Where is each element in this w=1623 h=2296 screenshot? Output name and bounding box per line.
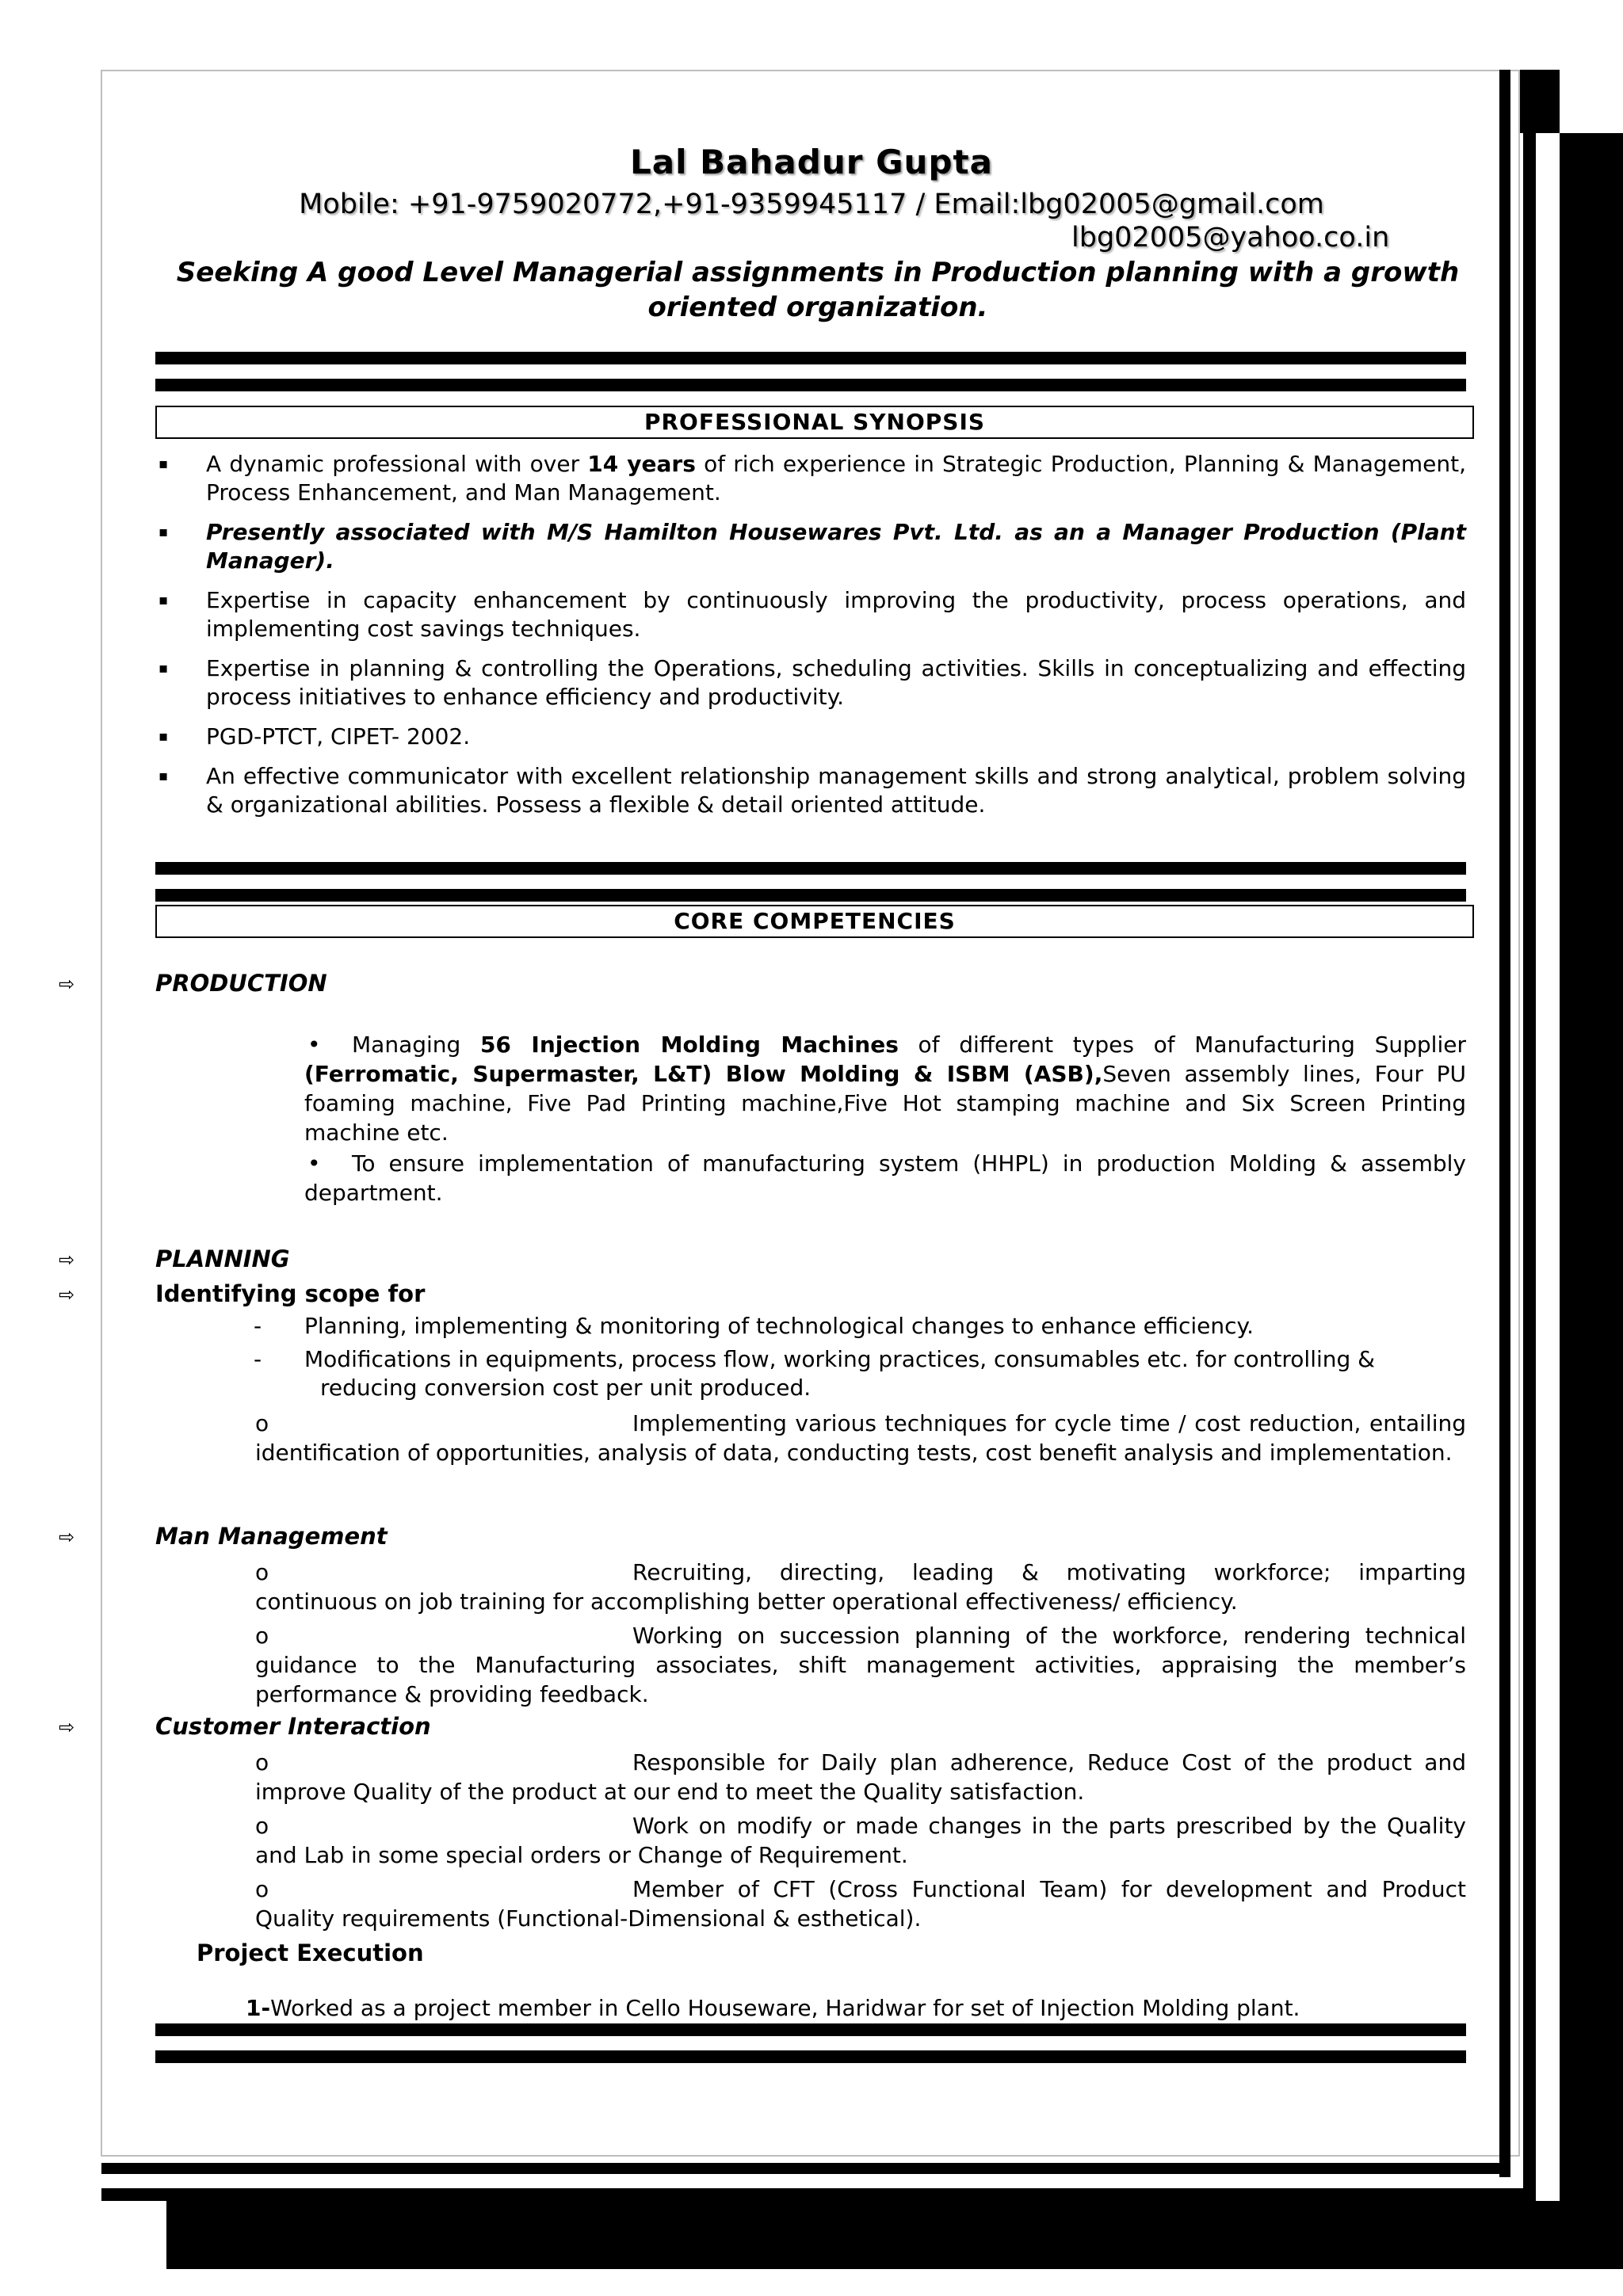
list-item: o Implementing various techniques for cycle time / cost reduction, entailing identification of opportunities, analysis of data, conducting tests, cost benefit analysis and implementation.: [255, 1410, 1466, 1466]
page-shadow-top: [1515, 70, 1560, 133]
frame-bar-right-outer: [1523, 70, 1536, 2201]
career-objective: Seeking A good Level Managerial assignments in Production planning with a growth oriented organization.: [176, 257, 1460, 323]
list-item: o Work on modify or made changes in the parts prescribed by the Quality and Lab in some special orders or Change of Requirement.: [255, 1813, 1466, 1868]
divider-rule: [155, 2023, 1466, 2036]
bullet-icon: •: [307, 1150, 321, 1177]
candidate-name: Lal Bahadur Gupta: [630, 143, 993, 181]
list-item: ▪ An effective communicator with excellent relationship management skills and strong analytical, problem solving & organizational abilities. Possess a flexible & detail oriented attitude.: [158, 763, 1466, 818]
project-line: 1-Worked as a project member in Cello Houseware, Haridwar for set of Injection Molding plant.: [246, 1995, 1300, 2021]
planning-dash-list: [254, 1312, 1466, 1407]
arrow-right-icon: ⇨: [59, 1249, 75, 1271]
circle-bullet-icon: o: [255, 1410, 269, 1436]
synopsis-list: [155, 450, 1466, 830]
list-item: • To ensure implementation of manufacturing system (HHPL) in production Molding & assembly department.: [304, 1150, 1466, 1206]
list-item: o Working on succession planning of the workforce, rendering technical guidance to the Manufacturing associates, shift management activities, appraising the member’s performance & providing feedback.: [255, 1623, 1466, 1707]
production-list: [304, 1030, 1466, 1209]
category-man-management: Man Management: [155, 1523, 388, 1550]
dash-bullet: -: [254, 1313, 262, 1339]
square-bullet-icon: ▪: [158, 456, 169, 472]
square-bullet-icon: ▪: [158, 660, 169, 677]
category-production: PRODUCTION: [155, 970, 327, 997]
divider-rule: [155, 2050, 1466, 2063]
list-item: o Member of CFT (Cross Functional Team) for development and Product Quality requirements (Functional-Dimensional & esthetical).: [255, 1876, 1466, 1932]
list-item: o Recruiting, directing, leading & motivating workforce; imparting continuous on job training for accomplishing better operational effectiveness/ efficiency.: [255, 1559, 1466, 1615]
contact-alt-email: lbg02005@yahoo.co.in: [1071, 222, 1390, 254]
circle-bullet-icon: o: [255, 1559, 269, 1585]
circle-bullet-icon: o: [255, 1623, 269, 1649]
scope-heading: Identifying scope for: [155, 1280, 426, 1307]
arrow-right-icon: ⇨: [59, 1283, 75, 1306]
square-bullet-icon: ▪: [158, 592, 169, 608]
list-item: ▪ Expertise in capacity enhancement by continuously improving the productivity, process operations, and implementing cost savings techniques.: [158, 587, 1466, 642]
divider-rule: [155, 889, 1466, 902]
square-bullet-icon: ▪: [158, 524, 169, 540]
list-item: ▪ Expertise in planning & controlling the Operations, scheduling activities. Skills in conceptualizing and effecting process initiatives to enhance efficiency and productivity.: [158, 655, 1466, 710]
circle-bullet-icon: o: [255, 1749, 269, 1775]
list-item: • Managing 56 Injection Molding Machines of different types of Manufacturing Supplier (Ferromatic, Supermaster, L&T) Blow Molding & ISBM (ASB),Seven assembly lines, Four PU foaming machine, Five Pad Printing machine,Five Hot stamping machine and Six Screen Printing machine etc.: [304, 1032, 1467, 1146]
list-item: o Responsible for Daily plan adherence, Reduce Cost of the product and improve Quality of the product at our end to meet the Quality satisfaction.: [255, 1749, 1466, 1805]
divider-rule: [155, 862, 1466, 875]
circle-bullet-icon: o: [255, 1813, 269, 1839]
section-title-core-competencies: CORE COMPETENCIES: [155, 905, 1474, 938]
divider-rule: [155, 352, 1466, 364]
frame-bar-bottom-inner: [101, 2163, 1510, 2174]
list-item: - Modifications in equipments, process flow, working practices, consumables etc. for controlling & reducing conversion cost per unit produced.: [254, 1346, 1375, 1401]
circle-bullet-icon: o: [255, 1876, 269, 1902]
frame-bar-right-inner: [1499, 70, 1510, 2177]
list-item: ▪ PGD-PTCT, CIPET- 2002.: [158, 723, 471, 749]
category-planning: PLANNING: [155, 1245, 290, 1272]
arrow-right-icon: ⇨: [59, 1526, 75, 1548]
section-title-synopsis: PROFESSIONAL SYNOPSIS: [155, 406, 1474, 439]
contact-line: Mobile: +91-9759020772,+91-9359945117 / Email:lbg02005@gmail.com: [299, 189, 1324, 220]
page-shadow-right: [1560, 133, 1623, 2269]
category-customer-interaction: Customer Interaction: [155, 1713, 431, 1740]
bullet-icon: •: [307, 1032, 321, 1058]
square-bullet-icon: ▪: [158, 768, 169, 784]
frame-bar-bottom-outer: [101, 2188, 1536, 2201]
list-item: ▪ A dynamic professional with over 14 years of rich experience in Strategic Production, Planning & Management, Process Enhancement, and Man Management.: [158, 451, 1466, 505]
arrow-right-icon: ⇨: [59, 973, 75, 995]
square-bullet-icon: ▪: [158, 728, 169, 745]
list-item: ▪ Presently associated with M/S Hamilton Housewares Pvt. Ltd. as an a Manager Production (Plant Manager).: [158, 519, 1466, 574]
dash-bullet: -: [254, 1346, 262, 1372]
list-item: - Planning, implementing & monitoring of technological changes to enhance efficiency.: [254, 1313, 1254, 1339]
page-shadow-bottom: [166, 2201, 1623, 2269]
arrow-right-icon: ⇨: [59, 1716, 75, 1738]
project-execution-heading: Project Execution: [197, 1939, 424, 1966]
divider-rule: [155, 379, 1466, 391]
